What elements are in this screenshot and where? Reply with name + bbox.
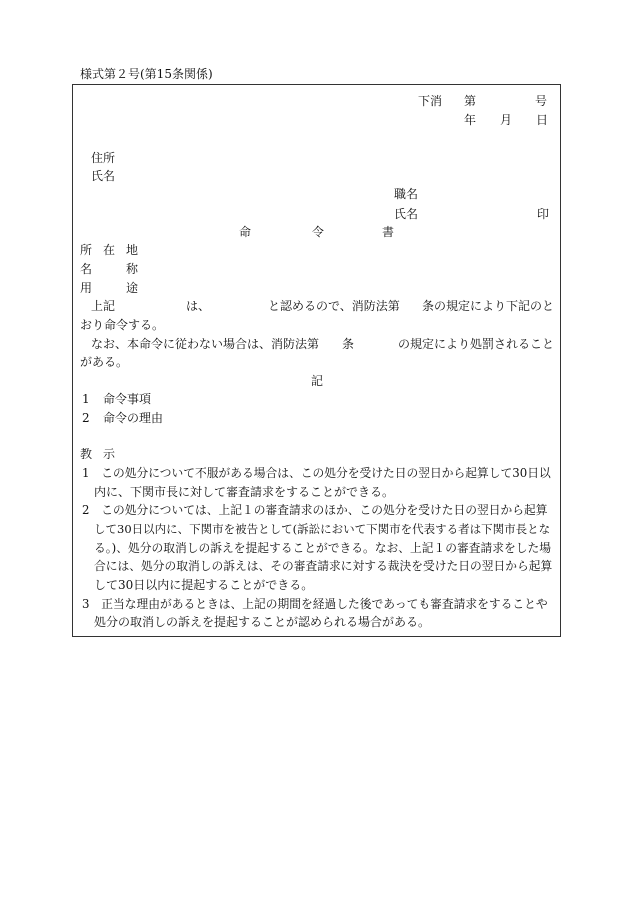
seal-label: 印	[537, 207, 550, 221]
notice-2-line-1: 2 この処分については、上記１の審査請求のほか、この処分を受けた日の翌日から起算	[82, 503, 548, 517]
name-label-char-1: 名	[80, 262, 93, 276]
location-label-char-3: 地	[126, 243, 139, 257]
issuer-name-label: 氏名	[394, 207, 419, 221]
issuer-title-label: 職名	[394, 187, 419, 201]
notice-2-line-4: 合には、処分の取消しの訴えは、その審査請求に対する裁決を受けた日の翌日から起算	[94, 559, 553, 573]
location-label-char-1: 所	[80, 243, 93, 257]
title-char-3: 書	[382, 225, 395, 239]
item-2-label: 命令の理由	[103, 411, 164, 425]
body-p2-d: がある。	[80, 355, 129, 369]
notice-2-line-3: る。)、処分の取消しの訴えを提起することができる。なお、上記１の審査請求をした場	[94, 541, 551, 555]
body-p1-b: は、	[186, 299, 211, 313]
item-1-number: 1	[82, 392, 90, 406]
form-number-label: 様式第２号(第15条関係)	[80, 67, 213, 81]
use-label-char-1: 用	[80, 281, 93, 295]
body-p1-e: おり命令する。	[80, 318, 165, 332]
title-char-1: 命	[239, 225, 252, 239]
body-p1-d: 条の規定により下記のと	[422, 299, 555, 313]
recipient-address-label: 住所	[91, 151, 116, 165]
body-p2-c: の規定により処罰されること	[398, 337, 555, 351]
month-label: 月	[500, 113, 513, 127]
recipient-name-label: 氏名	[91, 169, 116, 183]
notice-heading-char-1: 教	[80, 447, 93, 461]
use-label-char-2: 途	[126, 281, 139, 295]
number-suffix: 号	[535, 94, 548, 108]
location-label-char-2: 在	[103, 243, 116, 257]
notice-2-line-2: して30日以内に、下関市を被告として(訴訟において下関市を代表する者は下関市長とな	[94, 522, 551, 536]
item-2-number: 2	[82, 411, 90, 425]
notice-1-line-2: 内に、下関市長に対して審査請求をすることができる。	[94, 485, 395, 499]
name-label-char-2: 称	[126, 262, 139, 276]
body-p2-b: 条	[342, 337, 355, 351]
number-label: 第	[464, 94, 477, 108]
notice-1-line-1: 1 この処分について不服がある場合は、この処分を受けた日の翌日から起算して30日以	[82, 466, 551, 480]
body-p2-a: なお、本命令に従わない場合は、消防法第	[91, 337, 320, 351]
body-p1-c: と認めるので、消防法第	[268, 299, 400, 313]
office-prefix: 下消	[418, 94, 443, 108]
year-label: 年	[464, 113, 477, 127]
notice-3-line-2: 処分の取消しの訴えを提起することが認められる場合がある。	[94, 615, 431, 629]
notice-2-line-5: して30日以内に提起することができる。	[94, 578, 314, 592]
notice-3-line-1: 3 正当な理由があるときは、上記の期間を経過した後であっても審査請求をすることや	[82, 597, 548, 611]
day-label: 日	[536, 113, 549, 127]
item-1-label: 命令事項	[103, 392, 152, 406]
body-p1-a: 上記	[91, 299, 116, 313]
title-char-2: 令	[312, 225, 325, 239]
ki-heading: 記	[311, 374, 324, 388]
notice-heading-char-2: 示	[103, 447, 116, 461]
